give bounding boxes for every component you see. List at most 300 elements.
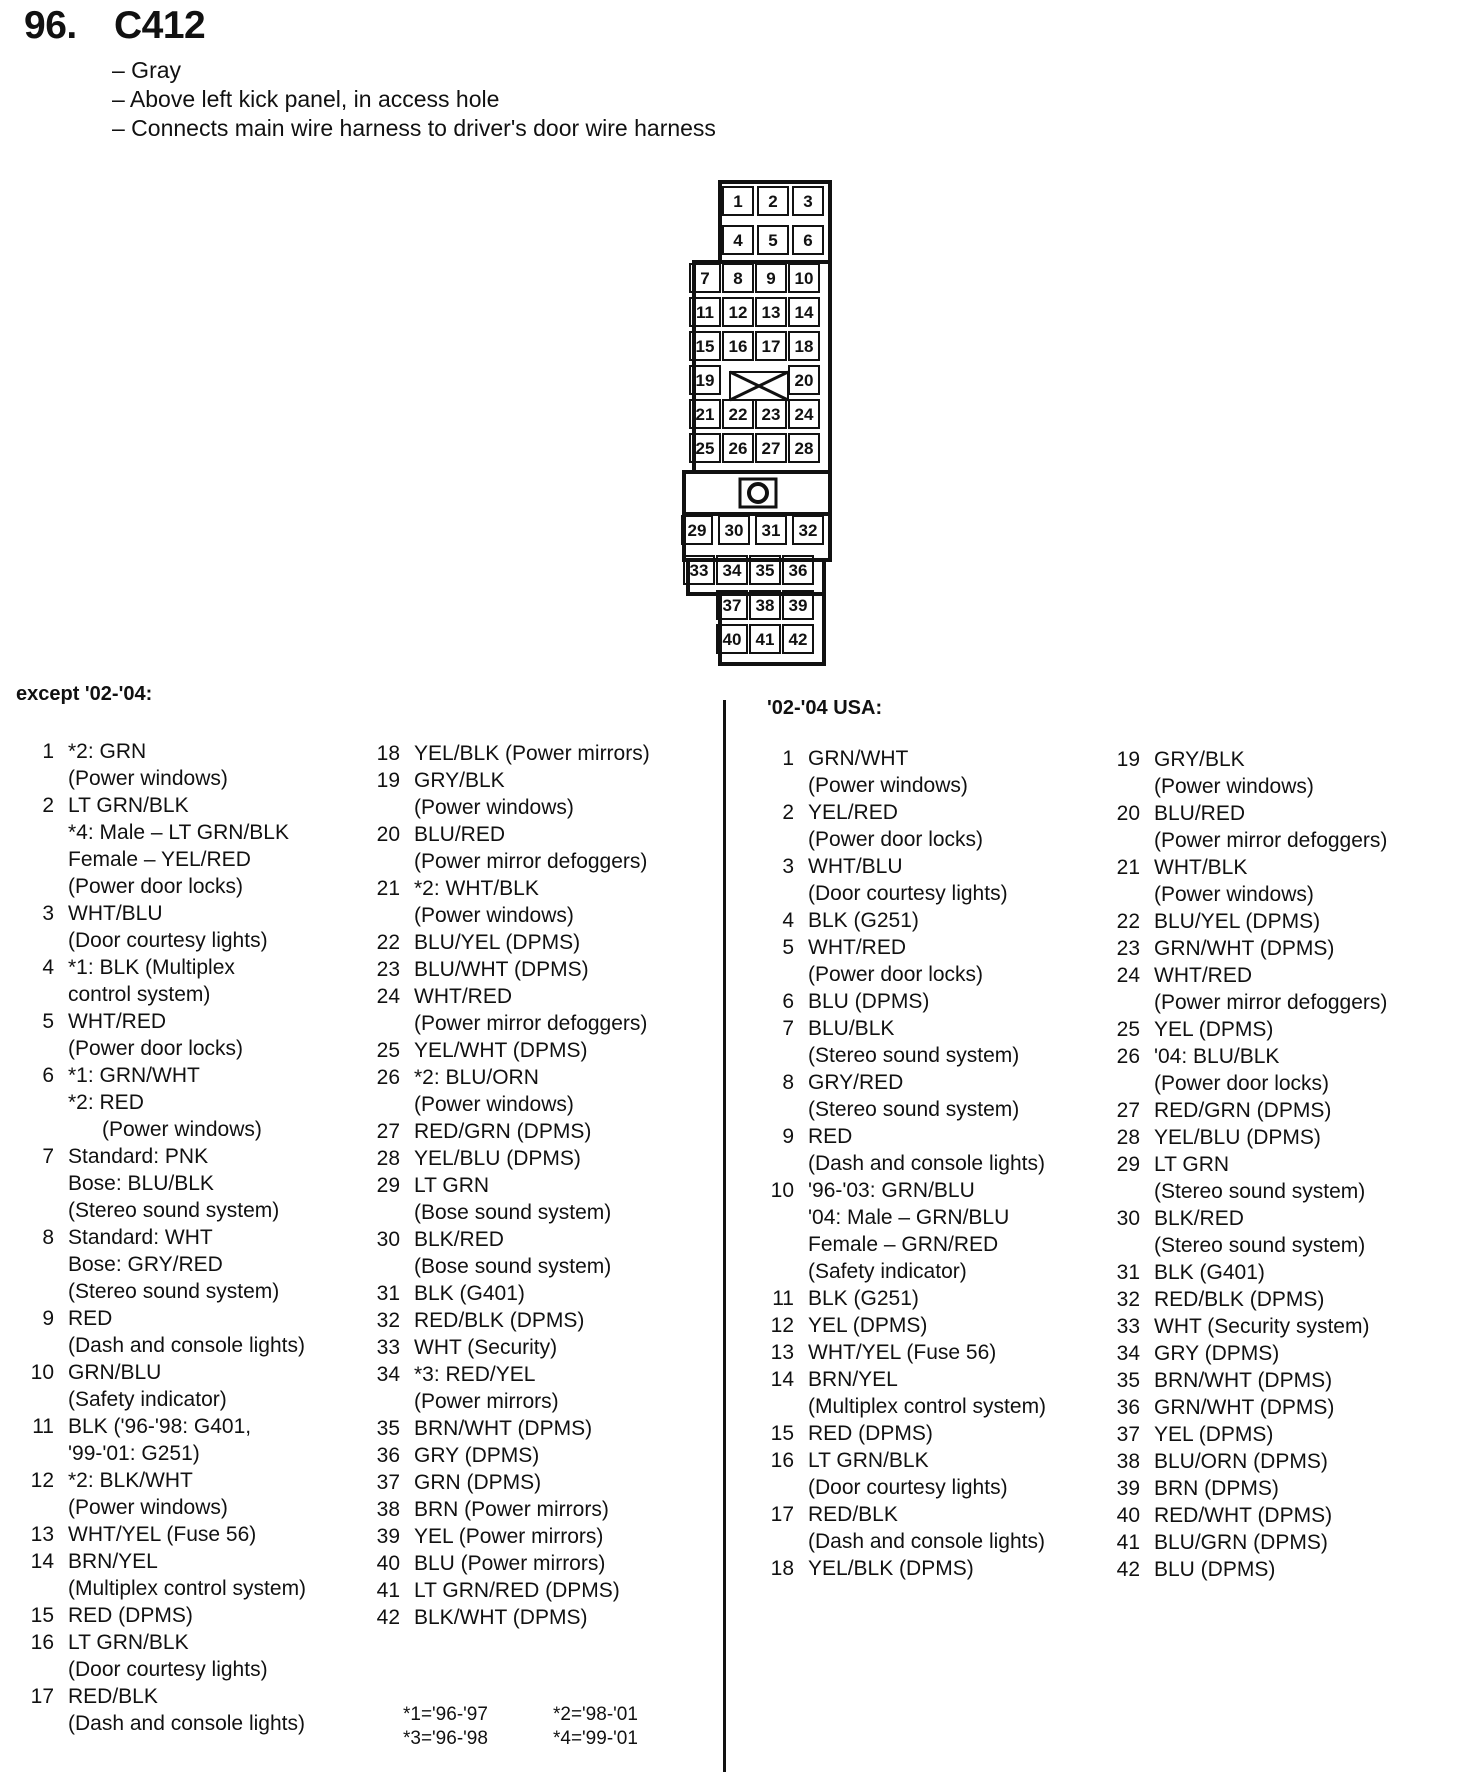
wire-color: YEL (Power mirrors) [414, 1525, 604, 1548]
pin-entry-number: 17 [770, 1503, 794, 1526]
wire-detail: (Power mirror defoggers) [414, 850, 648, 873]
wire-detail: (Power mirror defoggers) [414, 1012, 648, 1035]
wire-color: WHT/BLU [808, 855, 903, 878]
wire-detail: (Power door locks) [68, 1037, 244, 1060]
wire-color: BLK/WHT (DPMS) [414, 1606, 588, 1629]
pin-entry-number: 2 [782, 801, 794, 824]
pin-number-8: 8 [733, 269, 743, 288]
wire-color: YEL/RED [808, 801, 898, 824]
wire-detail: (Power mirror defoggers) [1154, 991, 1388, 1014]
wire-color: BRN/YEL [68, 1550, 158, 1573]
wire-color: BLU/YEL (DPMS) [1154, 910, 1321, 933]
wire-color: YEL (DPMS) [808, 1314, 928, 1337]
wire-detail: Female – YEL/RED [68, 848, 251, 871]
pin-cavity-23 [756, 400, 786, 428]
pin-entry-number: 8 [42, 1226, 54, 1249]
wire-color: RED/GRN (DPMS) [414, 1120, 592, 1143]
pin-entry-14 [764, 1366, 1046, 1420]
wire-color: LT GRN/BLK [808, 1449, 929, 1472]
pin-entry-number: 27 [376, 1120, 400, 1143]
pin-entry-40 [1110, 1502, 1387, 1529]
pin-list-except-02-04-col2 [370, 740, 650, 1631]
pin-number-10: 10 [794, 269, 814, 288]
wire-color: WHT (Security system) [1154, 1315, 1370, 1338]
pin-number-14: 14 [794, 303, 814, 322]
wire-color: BRN (DPMS) [1154, 1477, 1279, 1500]
pin-entry-27 [370, 1118, 650, 1145]
pin-entry-6 [764, 988, 1046, 1015]
pin-cavity-31 [756, 516, 786, 544]
wire-detail: (Power door locks) [808, 963, 984, 986]
pin-entry-34 [1110, 1340, 1387, 1367]
pin-number-35: 35 [755, 561, 775, 580]
pin-entry-35 [370, 1415, 650, 1442]
wire-detail: (Dash and console lights) [808, 1152, 1045, 1175]
wire-color: WHT/RED [414, 985, 512, 1008]
wire-color: YEL/BLU (DPMS) [1154, 1126, 1321, 1149]
pin-list-02-04-usa-col1 [764, 745, 1046, 1582]
pin-cavity-25 [690, 434, 720, 462]
pin-cavity-33 [684, 556, 714, 584]
pin-entry-10 [764, 1177, 1046, 1285]
wire-detail: (Bose sound system) [414, 1201, 612, 1224]
pin-cavity-8 [723, 264, 753, 292]
pin-entry-25 [370, 1037, 650, 1064]
pin-cavity-37 [717, 591, 747, 619]
pin-entry-number: 31 [1116, 1261, 1140, 1284]
wire-detail: (Power windows) [1154, 883, 1314, 906]
pin-entry-number: 19 [1116, 748, 1140, 771]
pin-entry-41 [370, 1577, 650, 1604]
wire-detail: (Power windows) [414, 904, 574, 927]
pin-entry-30 [1110, 1205, 1387, 1259]
pin-cavity-27 [756, 434, 786, 462]
wire-color: GRY/RED [808, 1071, 904, 1094]
pin-entry-29 [370, 1172, 650, 1226]
pin-entry-number: 14 [770, 1368, 794, 1391]
pin-entry-number: 37 [1116, 1423, 1140, 1446]
wire-detail: (Multiplex control system) [808, 1395, 1047, 1418]
pin-entry-33 [1110, 1313, 1387, 1340]
pin-entry-number: 40 [1116, 1504, 1140, 1527]
pin-entry-number: 25 [1116, 1018, 1140, 1041]
wire-detail: (Safety indicator) [808, 1260, 967, 1283]
pin-entry-number: 4 [42, 956, 54, 979]
connector-number: 96. [24, 4, 77, 47]
pin-entry-number: 3 [782, 855, 794, 878]
pin-cavity-18 [789, 332, 819, 360]
wire-detail: control system) [68, 983, 211, 1006]
pin-entry-number: 6 [42, 1064, 54, 1087]
pin-entry-number: 34 [376, 1363, 400, 1386]
wire-color: WHT (Security) [414, 1336, 558, 1359]
pin-entry-26 [370, 1064, 650, 1118]
wire-color: RED/BLK (DPMS) [414, 1309, 585, 1332]
pin-number-26: 26 [728, 439, 748, 458]
pin-number-6: 6 [803, 231, 813, 250]
wire-color: BLU/BLK [808, 1017, 895, 1040]
pin-entry-number: 36 [376, 1444, 400, 1467]
wire-color: BRN/WHT (DPMS) [1154, 1369, 1333, 1392]
wire-detail: (Power windows) [414, 1093, 574, 1116]
wire-color: GRN/WHT (DPMS) [1154, 937, 1335, 960]
wire-color: BLU (DPMS) [1154, 1558, 1276, 1581]
wire-detail: (Dash and console lights) [808, 1530, 1045, 1553]
pin-entry-8 [764, 1069, 1046, 1123]
pin-entry-2 [764, 799, 1046, 853]
pin-number-2: 2 [768, 192, 778, 211]
pin-cavity-29 [682, 516, 712, 544]
pin-entry-number: 30 [1116, 1207, 1140, 1230]
wire-color: GRY/BLK [414, 769, 505, 792]
pin-entry-number: 13 [30, 1523, 54, 1546]
pin-entry-number: 34 [1116, 1342, 1140, 1365]
wire-color: BLK (G251) [808, 909, 919, 932]
pin-entry-36 [1110, 1394, 1387, 1421]
pin-number-36: 36 [788, 561, 808, 580]
pin-entry-number: 21 [376, 877, 400, 900]
pin-entry-31 [370, 1280, 650, 1307]
pin-entry-number: 27 [1116, 1099, 1140, 1122]
pin-entry-number: 41 [1116, 1531, 1140, 1554]
pin-number-16: 16 [728, 337, 748, 356]
pin-entry-33 [370, 1334, 650, 1361]
pin-cavity-41 [750, 625, 780, 653]
pin-entry-number: 32 [376, 1309, 400, 1332]
pin-number-21: 21 [695, 405, 715, 424]
pin-entry-number: 22 [376, 931, 400, 954]
wire-color: LT GRN [1154, 1153, 1230, 1176]
pin-number-20: 20 [794, 371, 814, 390]
pin-entry-19 [1110, 746, 1387, 800]
pin-entry-18 [764, 1555, 1046, 1582]
pin-entry-16 [764, 1447, 1046, 1501]
wire-color: RED (DPMS) [68, 1604, 193, 1627]
wire-color: '04: BLU/BLK [1154, 1045, 1280, 1068]
wire-color: GRY (DPMS) [1154, 1342, 1280, 1365]
pin-entry-11 [764, 1285, 1046, 1312]
wire-color: YEL (DPMS) [1154, 1018, 1274, 1041]
pin-entry-number: 5 [42, 1010, 54, 1033]
pin-entry-number: 7 [782, 1017, 794, 1040]
pin-cavity-4 [723, 226, 753, 254]
wire-color: BLU/RED [414, 823, 506, 846]
pin-number-30: 30 [724, 521, 744, 540]
wire-color: *1: BLK (Multiplex [68, 956, 235, 979]
wire-color: RED/WHT (DPMS) [1154, 1504, 1333, 1527]
wire-color: BLU/WHT (DPMS) [414, 958, 589, 981]
wire-color: WHT/YEL (Fuse 56) [808, 1341, 997, 1364]
wire-color: *2: BLU/ORN [414, 1066, 539, 1089]
pin-entry-number: 16 [30, 1631, 54, 1654]
pin-entry-number: 35 [376, 1417, 400, 1440]
wire-color: WHT/YEL (Fuse 56) [68, 1523, 257, 1546]
wire-detail: (Stereo sound system) [808, 1098, 1020, 1121]
wire-detail: (Power windows) [414, 796, 574, 819]
pin-entry-number: 37 [376, 1471, 400, 1494]
pin-entry-35 [1110, 1367, 1387, 1394]
pin-entry-32 [1110, 1286, 1387, 1313]
wire-color: WHT/BLU [68, 902, 163, 925]
pin-entry-number: 20 [1116, 802, 1140, 825]
pin-entry-number: 1 [782, 747, 794, 770]
pin-number-37: 37 [722, 596, 742, 615]
pin-entry-number: 12 [770, 1314, 794, 1337]
pin-entry-36 [370, 1442, 650, 1469]
pin-number-9: 9 [766, 269, 776, 288]
pin-cavity-13 [756, 298, 786, 326]
wire-detail: (Stereo sound system) [1154, 1234, 1366, 1257]
pin-entry-17 [24, 1683, 306, 1737]
pin-number-17: 17 [761, 337, 781, 356]
pin-entry-29 [1110, 1151, 1387, 1205]
pin-entry-8 [24, 1224, 306, 1305]
wire-color: GRY/BLK [1154, 748, 1245, 771]
pin-entry-number: 38 [1116, 1450, 1140, 1473]
footnote-1: *1='96-'97 [403, 1704, 488, 1725]
pin-entry-23 [370, 956, 650, 983]
pin-number-29: 29 [687, 521, 707, 540]
pin-entry-26 [1110, 1043, 1387, 1097]
wire-color: RED [808, 1125, 853, 1148]
pin-entry-number: 16 [770, 1449, 794, 1472]
pin-entry-number: 12 [30, 1469, 54, 1492]
pin-number-19: 19 [695, 371, 715, 390]
pin-entry-number: 15 [30, 1604, 54, 1627]
pin-entry-20 [1110, 800, 1387, 854]
pin-entry-31 [1110, 1259, 1387, 1286]
wire-detail: (Door courtesy lights) [68, 1658, 268, 1681]
wire-color: BRN/YEL [808, 1368, 898, 1391]
wire-color: Standard: PNK [68, 1145, 209, 1168]
wire-color: YEL/BLU (DPMS) [414, 1147, 581, 1170]
wire-detail: (Power windows) [102, 1118, 262, 1141]
pin-number-15: 15 [695, 337, 715, 356]
pin-entry-42 [370, 1604, 650, 1631]
pin-number-32: 32 [798, 521, 818, 540]
pin-cavity-26 [723, 434, 753, 462]
wire-color: *1: GRN/WHT [68, 1064, 200, 1087]
pin-entry-number: 39 [1116, 1477, 1140, 1500]
pin-cavity-24 [789, 400, 819, 428]
pin-number-3: 3 [803, 192, 813, 211]
pin-entry-number: 2 [42, 794, 54, 817]
pin-entry-number: 11 [32, 1415, 54, 1438]
pin-entry-number: 30 [376, 1228, 400, 1251]
wire-detail: (Power door locks) [68, 875, 244, 898]
pin-number-11: 11 [696, 303, 714, 322]
pin-cavity-35 [750, 556, 780, 584]
wire-color: RED/BLK [808, 1503, 898, 1526]
pin-cavity-40 [717, 625, 747, 653]
wire-color: *2: BLK/WHT [68, 1469, 193, 1492]
pin-cavity-38 [750, 591, 780, 619]
pin-entry-39 [370, 1523, 650, 1550]
pin-entry-5 [24, 1008, 306, 1062]
pin-entry-9 [764, 1123, 1046, 1177]
pin-entry-6 [24, 1062, 306, 1143]
pin-entry-number: 7 [42, 1145, 54, 1168]
pin-entry-number: 24 [1116, 964, 1140, 987]
footnote-3: *3='96-'98 [403, 1728, 488, 1749]
pin-entry-number: 23 [376, 958, 400, 981]
pin-entry-22 [370, 929, 650, 956]
pin-entry-17 [764, 1501, 1046, 1555]
pin-entry-42 [1110, 1556, 1387, 1583]
pin-number-12: 12 [728, 303, 748, 322]
pin-entry-number: 10 [770, 1179, 794, 1202]
pin-entry-11 [24, 1413, 306, 1467]
pin-cavity-14 [789, 298, 819, 326]
pin-entry-number: 39 [376, 1525, 400, 1548]
wire-detail: (Stereo sound system) [68, 1280, 280, 1303]
pin-number-1: 1 [733, 192, 743, 211]
pin-cavity-28 [789, 434, 819, 462]
wire-color: YEL/BLK (DPMS) [808, 1557, 974, 1580]
wire-color: RED/BLK (DPMS) [1154, 1288, 1325, 1311]
pin-number-42: 42 [788, 630, 808, 649]
pin-entry-24 [370, 983, 650, 1037]
footnote-2: *2='98-'01 [553, 1704, 638, 1725]
pin-entry-14 [24, 1548, 306, 1602]
pin-entry-number: 6 [782, 990, 794, 1013]
pin-entry-20 [370, 821, 650, 875]
wire-color: YEL (DPMS) [1154, 1423, 1274, 1446]
pin-entry-2 [24, 792, 306, 900]
pin-entry-number: 19 [376, 769, 400, 792]
pin-cavity-12 [723, 298, 753, 326]
wire-color: *2: GRN [68, 740, 147, 763]
connector-code: C412 [114, 4, 206, 47]
pin-entry-15 [24, 1602, 306, 1629]
pin-number-34: 34 [722, 561, 742, 580]
wire-color: '96-'03: GRN/BLU [808, 1179, 975, 1202]
pin-entry-22 [1110, 908, 1387, 935]
wire-color: RED/GRN (DPMS) [1154, 1099, 1332, 1122]
pin-entry-number: 3 [42, 902, 54, 925]
pin-number-22: 22 [728, 405, 748, 424]
pin-number-7: 7 [700, 269, 710, 288]
wire-detail: (Power windows) [68, 1496, 228, 1519]
pin-number-33: 33 [689, 561, 709, 580]
pin-number-23: 23 [761, 405, 781, 424]
pin-entry-number: 28 [376, 1147, 400, 1170]
wire-detail: (Power mirror defoggers) [1154, 829, 1388, 852]
pin-cavity-16 [723, 332, 753, 360]
pin-entry-30 [370, 1226, 650, 1280]
wire-detail: Bose: BLU/BLK [68, 1172, 214, 1195]
pin-number-39: 39 [788, 596, 808, 615]
pin-entry-number: 24 [376, 985, 400, 1008]
pin-entry-number: 26 [1116, 1045, 1140, 1068]
pin-entry-number: 15 [770, 1422, 794, 1445]
pin-entry-number: 18 [376, 742, 400, 765]
pin-entry-28 [1110, 1124, 1387, 1151]
pin-number-27: 27 [761, 439, 781, 458]
pin-number-25: 25 [695, 439, 715, 458]
pin-entry-12 [24, 1467, 306, 1521]
pin-entry-1 [764, 745, 1046, 799]
description-location: – Above left kick panel, in access hole [112, 86, 500, 112]
wire-color: LT GRN/RED (DPMS) [414, 1579, 620, 1602]
pin-list-except-02-04-col1 [24, 738, 306, 1737]
pin-entry-number: 14 [30, 1550, 54, 1573]
wire-detail: '99-'01: G251) [68, 1442, 200, 1465]
pin-entry-21 [1110, 854, 1387, 908]
wire-color: *3: RED/YEL [414, 1363, 536, 1386]
pin-cavity-10 [789, 264, 819, 292]
pin-entry-3 [24, 900, 306, 954]
wire-color: GRY (DPMS) [414, 1444, 540, 1467]
pin-cavity-6 [793, 226, 823, 254]
pin-entry-number: 21 [1116, 856, 1140, 879]
pin-entry-4 [24, 954, 306, 1008]
pin-entry-number: 38 [376, 1498, 400, 1521]
wire-detail: (Dash and console lights) [68, 1712, 305, 1735]
wire-detail: (Power door locks) [1154, 1072, 1330, 1095]
pin-cavity-5 [758, 226, 788, 254]
pin-entry-number: 22 [1116, 910, 1140, 933]
pin-entry-7 [764, 1015, 1046, 1069]
pin-entry-number: 23 [1116, 937, 1140, 960]
pin-number-24: 24 [794, 405, 814, 424]
pin-entry-number: 9 [782, 1125, 794, 1148]
wire-color: BLK/RED [1154, 1207, 1244, 1230]
wire-color: WHT/BLK [1154, 856, 1248, 879]
pin-number-18: 18 [794, 337, 814, 356]
pin-entry-13 [764, 1339, 1046, 1366]
pin-entry-number: 18 [770, 1557, 794, 1580]
wire-color: BLU (Power mirrors) [414, 1552, 606, 1575]
wire-color: YEL/BLK (Power mirrors) [414, 742, 650, 765]
wire-detail: Bose: GRY/RED [68, 1253, 223, 1276]
pin-entry-1 [24, 738, 306, 792]
pin-cavity-11 [690, 298, 720, 326]
pin-entry-34 [370, 1361, 650, 1415]
pin-cavity-39 [783, 591, 813, 619]
pin-entry-number: 1 [42, 740, 54, 763]
wire-color: BLU (DPMS) [808, 990, 930, 1013]
pin-entry-number: 33 [376, 1336, 400, 1359]
wire-detail: (Stereo sound system) [1154, 1180, 1366, 1203]
wire-detail: (Bose sound system) [414, 1255, 612, 1278]
wire-color: LT GRN/BLK [68, 1631, 189, 1654]
wire-color: BLU/RED [1154, 802, 1246, 825]
pin-entry-19 [370, 767, 650, 821]
wire-color: RED [68, 1307, 113, 1330]
section-heading-except-02-04: except '02-'04: [16, 683, 153, 705]
wire-color: BRN (Power mirrors) [414, 1498, 609, 1521]
pin-entry-39 [1110, 1475, 1387, 1502]
pin-entry-number: 40 [376, 1552, 400, 1575]
wire-color: RED/BLK [68, 1685, 158, 1708]
pin-entry-number: 17 [30, 1685, 54, 1708]
wire-detail: (Door courtesy lights) [68, 929, 268, 952]
pin-entry-37 [1110, 1421, 1387, 1448]
pin-entry-number: 5 [782, 936, 794, 959]
pin-number-5: 5 [768, 231, 778, 250]
pin-entry-24 [1110, 962, 1387, 1016]
pin-entry-9 [24, 1305, 306, 1359]
pin-cavity-9 [756, 264, 786, 292]
pin-cavity-15 [690, 332, 720, 360]
pin-cavity-42 [783, 625, 813, 653]
description-color: – Gray [112, 57, 182, 83]
pin-entry-number: 11 [772, 1287, 794, 1310]
wire-detail: (Multiplex control system) [68, 1577, 307, 1600]
pin-entry-7 [24, 1143, 306, 1224]
wire-color: BLK ('96-'98: G401, [68, 1415, 252, 1438]
